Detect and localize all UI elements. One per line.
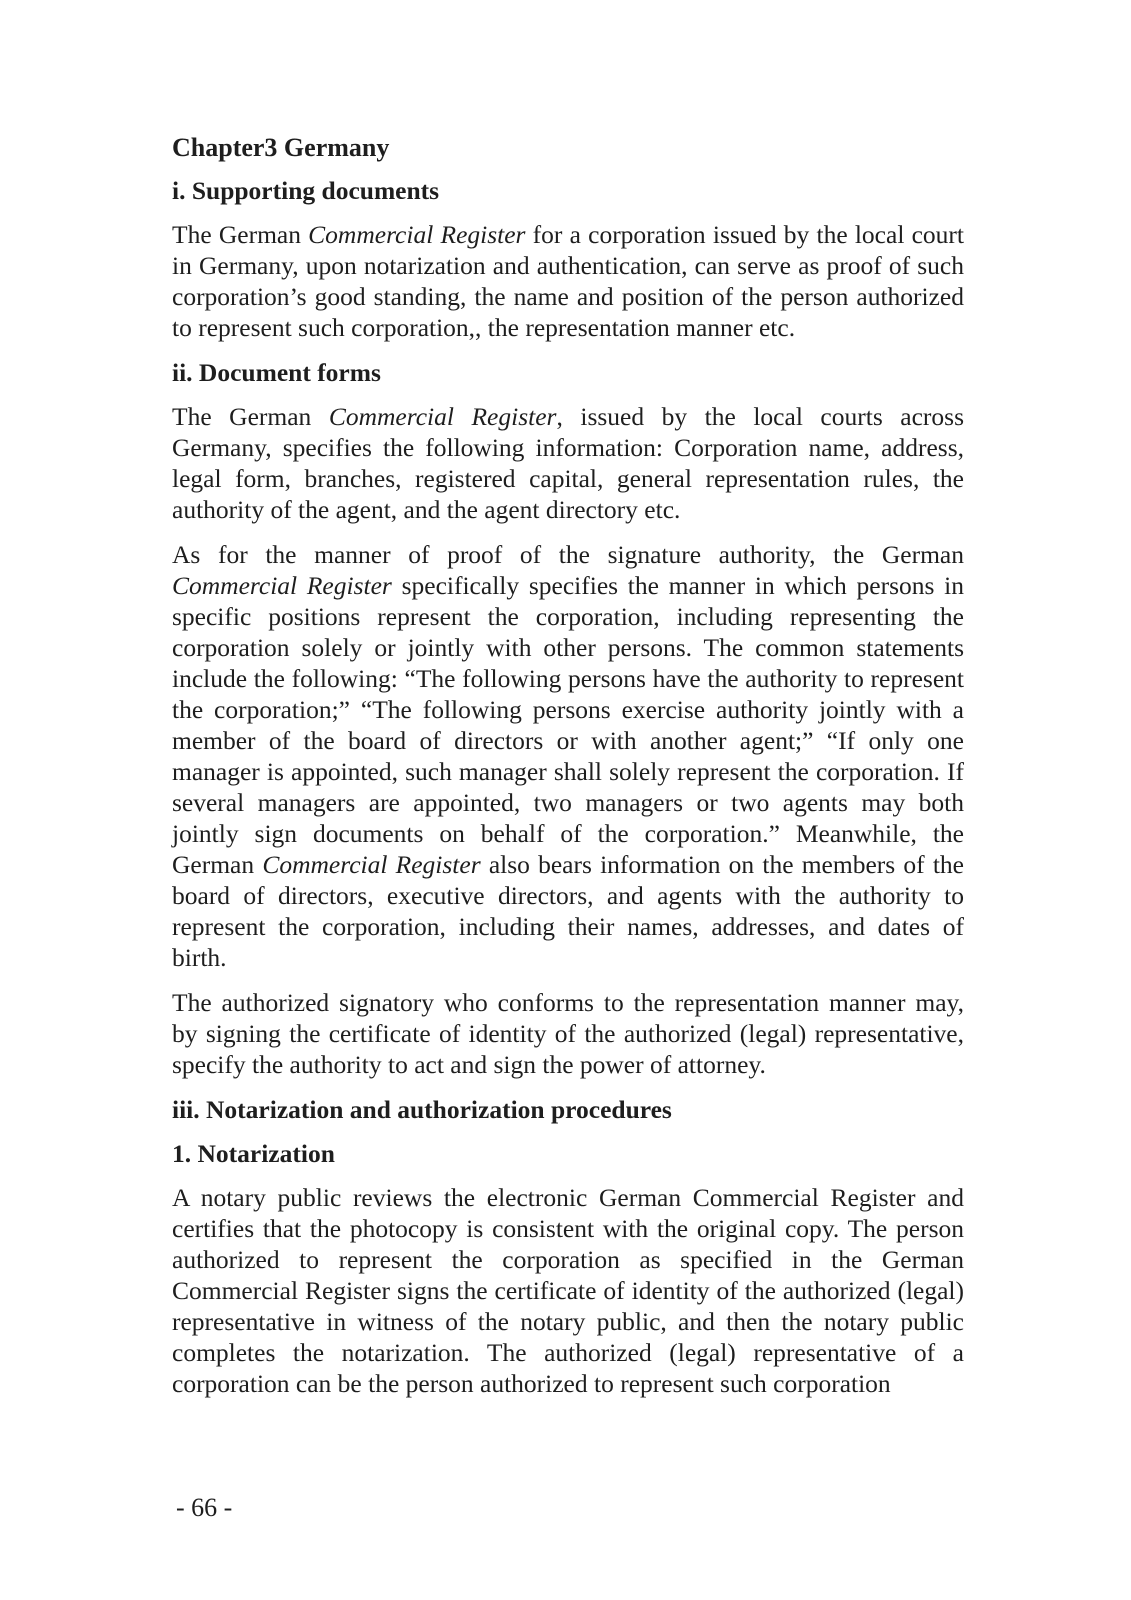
chapter-title: Chapter3 Germany bbox=[172, 133, 390, 162]
section-heading-supporting-documents: i. Supporting documents bbox=[172, 176, 440, 205]
paragraph-document-forms-3: The authorized signatory who conforms to the representation manner may, by signing the certificate of identity of the authorized (legal) representative, specify the authority to act and sign the power of attorney. bbox=[172, 988, 964, 1079]
italic-term: Commercial Register bbox=[328, 402, 557, 431]
italic-term: Commercial Register bbox=[172, 571, 392, 600]
italic-term: Commercial Register bbox=[308, 220, 526, 249]
text-segment: As for the manner of proof of the signature authority, the German bbox=[172, 540, 964, 569]
paragraph-notarization: A notary public reviews the electronic German Commercial Register and certifies that the photocopy is consistent with the original copy. The person authorized to represent the corporation as specified in the German Commercial Register signs the certificate of identity of the authorized (legal) representative in witness of the notary public, and then the notary public completes the notarization. The authorized (legal) representative of a corporation can be the person authorized to represent such corporation bbox=[172, 1183, 964, 1398]
page-content bbox=[172, 132, 964, 1413]
text-segment: also bears information on the members of the board of directors, executive directors, and agents with the authority to represent the corporation, including their names, addresses, and dates of birth. bbox=[172, 850, 964, 972]
text-segment: specifically specifies the manner in which persons in specific positions represent the corporation, including representing the corporation solely or jointly with other persons. The common statements include the following: “The following persons have the authority to represent the corporation;” “The following persons exercise authority jointly with a member of the board of directors or with another agent;” “If only one manager is appointed, such manager shall solely represent the corporation. If several managers are appointed, two managers or two agents may both jointly sign documents on behalf of the corporation.” Meanwhile, the German bbox=[172, 571, 964, 879]
page-number: - 66 - bbox=[176, 1493, 233, 1522]
text-segment: for a corporation issued by the local court in Germany, upon notarization and authentication, can serve as proof of such corporation’s good standing, the name and position of the person authorized to represent such corporation,, the representation manner etc. bbox=[172, 220, 964, 342]
paragraph-document-forms-2 bbox=[172, 539, 964, 973]
subsection-heading-notarization: 1. Notarization bbox=[172, 1139, 335, 1168]
text-segment: The German bbox=[172, 402, 329, 431]
italic-term: Commercial Register bbox=[262, 850, 481, 879]
text-segment: The German bbox=[172, 220, 309, 249]
text-segment: , issued by the local courts across Germany, specifies the following information: Corporation name, address, legal form, branches, registered capital, general representation rules, the authority of the agent, and the agent directory etc. bbox=[172, 402, 964, 524]
section-heading-document-forms: ii. Document forms bbox=[172, 358, 381, 387]
paragraph-supporting-documents bbox=[172, 219, 964, 343]
section-heading-procedures: iii. Notarization and authorization procedures bbox=[172, 1095, 672, 1124]
paragraph-document-forms-1 bbox=[172, 401, 964, 525]
